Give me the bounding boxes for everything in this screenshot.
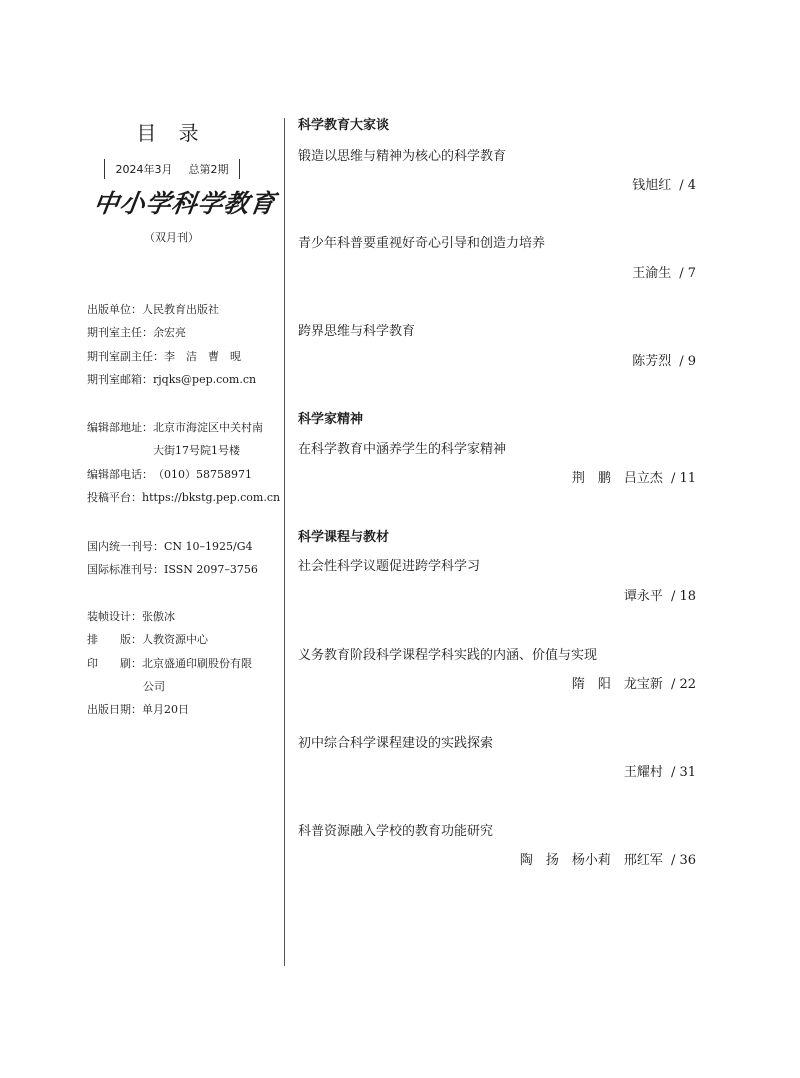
article-byline — [632, 262, 696, 281]
toc-heading: 目 录 — [136, 121, 207, 145]
info-row: 公司 — [143, 679, 165, 693]
article-title[interactable]: 义务教育阶段科学课程学科实践的内涵、价值与实现 — [298, 648, 598, 663]
article-title[interactable]: 社会性科学议题促进跨学科学习 — [298, 559, 481, 574]
article-authors: 王耀村 — [623, 765, 663, 780]
article-authors: 陈芳烈 — [632, 354, 672, 369]
article-byline — [624, 761, 696, 780]
article-byline — [572, 467, 696, 486]
article-page: / 4 — [679, 178, 696, 193]
article-title[interactable]: 初中综合科学课程建设的实践探索 — [298, 736, 494, 751]
issue-date: 2024年3月 — [115, 163, 173, 176]
article-byline — [632, 350, 696, 369]
info-row: 国际标准刊号：ISSN 2097–3756 — [87, 563, 258, 577]
article-page: / 22 — [670, 677, 696, 692]
masthead-column — [0, 0, 285, 1078]
info-row: 期刊室主任：余宏亮 — [87, 326, 186, 340]
info-row: 出版单位：人民教育出版社 — [87, 303, 219, 316]
journal-logo: 中小学科学教育 — [91, 189, 278, 218]
article-authors: 王渝生 — [632, 266, 672, 281]
article-page: / 18 — [670, 589, 696, 604]
info-row: 排 版：人教资源中心 — [87, 633, 208, 647]
article-title[interactable]: 锻造以思维与精神为核心的科学教育 — [298, 149, 507, 164]
article-byline — [572, 673, 696, 692]
info-row: 装帧设计：张傲冰 — [87, 610, 175, 623]
article-authors: 隋 阳 龙宝新 — [571, 677, 663, 692]
serial-numbers — [87, 535, 258, 582]
editorial-contact — [87, 416, 280, 509]
article-authors: 陶 扬 杨小莉 邢红军 — [519, 853, 663, 868]
issue-line — [104, 159, 240, 179]
production-info — [87, 605, 252, 721]
info-row: 投稿平台：https://bkstg.pep.com.cn — [87, 490, 281, 504]
section-heading: 科学课程与教材 — [298, 530, 390, 545]
info-row: 印 刷：北京盛通印刷股份有限 — [87, 656, 252, 670]
article-byline — [632, 174, 696, 193]
article-page: / 7 — [679, 266, 696, 281]
article-page: / 31 — [670, 765, 696, 780]
article-title[interactable]: 跨界思维与科学教育 — [298, 324, 416, 339]
article-byline — [624, 585, 696, 604]
info-row: 国内统一刊号：CN 10–1925/G4 — [87, 540, 253, 553]
publisher-info — [87, 298, 256, 391]
issue-number: 总第2期 — [188, 163, 229, 176]
article-title[interactable]: 青少年科普要重视好奇心引导和创造力培养 — [298, 236, 546, 251]
info-row: 大街17号院1号楼 — [153, 444, 240, 458]
info-row: 期刊室副主任：李 洁 曹 晛 — [87, 349, 241, 363]
section-heading: 科学教育大家谈 — [298, 118, 390, 133]
info-row: 编辑部电话：（010）58758971 — [87, 467, 252, 481]
article-authors: 谭永平 — [623, 589, 663, 604]
article-authors: 钱旭红 — [632, 178, 672, 193]
info-row: 期刊室邮箱：rjqks@pep.com.cn — [87, 372, 257, 386]
info-row: 出版日期：单月20日 — [87, 703, 189, 717]
article-title[interactable]: 科普资源融入学校的教育功能研究 — [298, 824, 494, 839]
column-divider — [284, 118, 285, 966]
article-title[interactable]: 在科学教育中涵养学生的科学家精神 — [298, 442, 507, 457]
article-page: / 9 — [679, 354, 696, 369]
article-page: / 11 — [670, 471, 696, 486]
article-byline — [520, 849, 696, 868]
info-row: 编辑部地址：北京市海淀区中关村南 — [87, 421, 263, 434]
article-page: / 36 — [670, 853, 696, 868]
article-authors: 荆 鹏 吕立杰 — [571, 471, 663, 486]
publication-frequency: （双月刊） — [144, 231, 199, 244]
section-heading: 科学家精神 — [298, 412, 364, 427]
